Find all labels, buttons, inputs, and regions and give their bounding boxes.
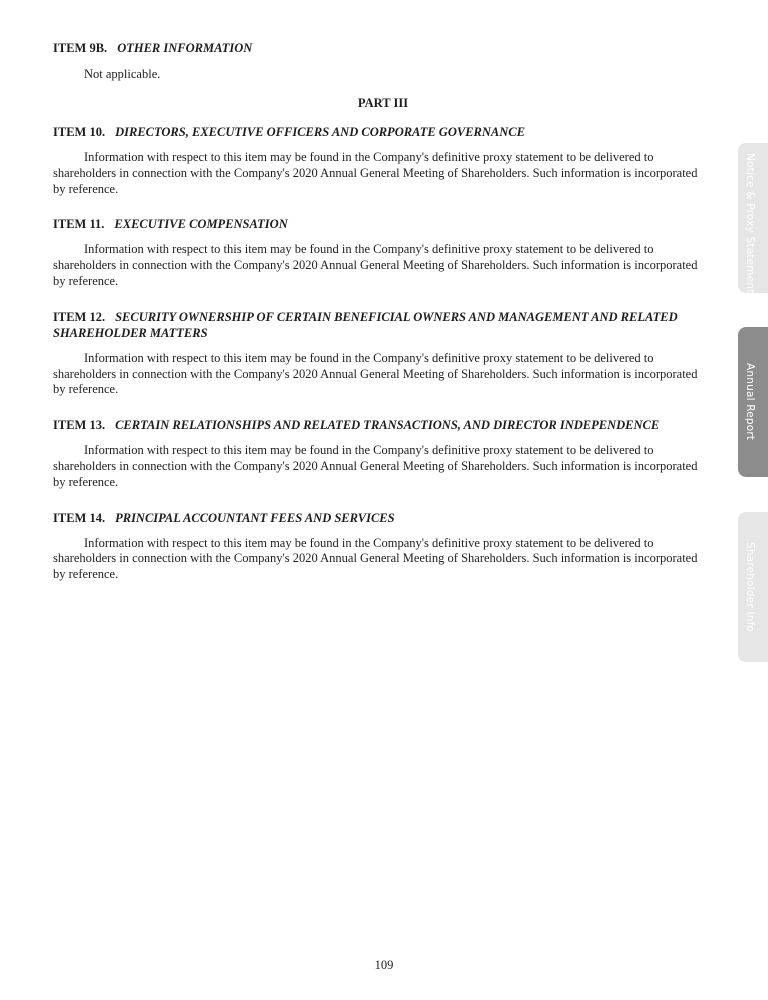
item-13-number: ITEM 13.	[53, 418, 106, 433]
item-12-title: SECURITY OWNERSHIP OF CERTAIN BENEFICIAL OWNERS AND MANAGEMENT AND RELATED SHAREHOLDER MATTERS	[53, 309, 678, 340]
document-page	[53, 40, 713, 583]
tab-shareholder-info-label: Shareholder Info	[744, 542, 756, 633]
item-11-number: ITEM 11.	[53, 217, 105, 232]
item-11-heading	[53, 216, 713, 232]
page-number: 109	[374, 958, 394, 972]
item-13-title: CERTAIN RELATIONSHIPS AND RELATED TRANSACTIONS, AND DIRECTOR INDEPENDENCE	[115, 418, 660, 433]
item-13-heading	[53, 417, 713, 433]
item-9b-body: Not applicable.	[84, 67, 161, 81]
item-10-heading	[53, 124, 713, 140]
tab-notice-proxy-statement-label: Notice & Proxy Statement	[744, 153, 756, 294]
item-14-heading	[53, 510, 713, 526]
item-14-body: Information with respect to this item may be found in the Company's definitive proxy statement to be delivered to shareholders in connection with the Company's 2020 Annual General Meeting of Shareholders. Such information is incorporated by reference.	[53, 535, 698, 582]
item-9b-number: ITEM 9B.	[53, 41, 108, 55]
item-14-title: PRINCIPAL ACCOUNTANT FEES AND SERVICES	[115, 510, 395, 525]
tab-shareholder-info[interactable]	[738, 512, 768, 662]
item-10-title: DIRECTORS, EXECUTIVE OFFICERS AND CORPORATE GOVERNANCE	[115, 125, 525, 139]
item-10-body: Information with respect to this item may be found in the Company's definitive proxy statement to be delivered to shareholders in connection with the Company's 2020 Annual General Meeting of Shareholders. Such information is incorporated by reference.	[53, 150, 698, 196]
item-10-number: ITEM 10.	[53, 125, 106, 139]
item-12-heading	[53, 309, 713, 341]
item-13-body: Information with respect to this item may be found in the Company's definitive proxy statement to be delivered to shareholders in connection with the Company's 2020 Annual General Meeting of Shareholders. Such information is incorporated by reference.	[53, 443, 698, 489]
tab-notice-proxy-statement[interactable]	[738, 143, 768, 293]
item-11-body: Information with respect to this item may be found in the Company's definitive proxy statement to be delivered to shareholders in connection with the Company's 2020 Annual General Meeting of Shareholders. Such information is incorporated by reference.	[53, 242, 698, 288]
tab-annual-report-label: Annual Report	[744, 363, 756, 441]
item-11-title: EXECUTIVE COMPENSATION	[114, 217, 288, 232]
item-9b-title: OTHER INFORMATION	[117, 41, 253, 55]
part-heading: PART III	[357, 96, 409, 110]
item-14-number: ITEM 14.	[53, 510, 106, 525]
item-9b-heading	[53, 40, 713, 56]
item-12-number: ITEM 12.	[53, 309, 106, 324]
item-12-body: Information with respect to this item may be found in the Company's definitive proxy statement to be delivered to shareholders in connection with the Company's 2020 Annual General Meeting of Shareholders. Such information is incorporated by reference.	[53, 350, 698, 397]
tab-annual-report[interactable]	[738, 327, 768, 477]
